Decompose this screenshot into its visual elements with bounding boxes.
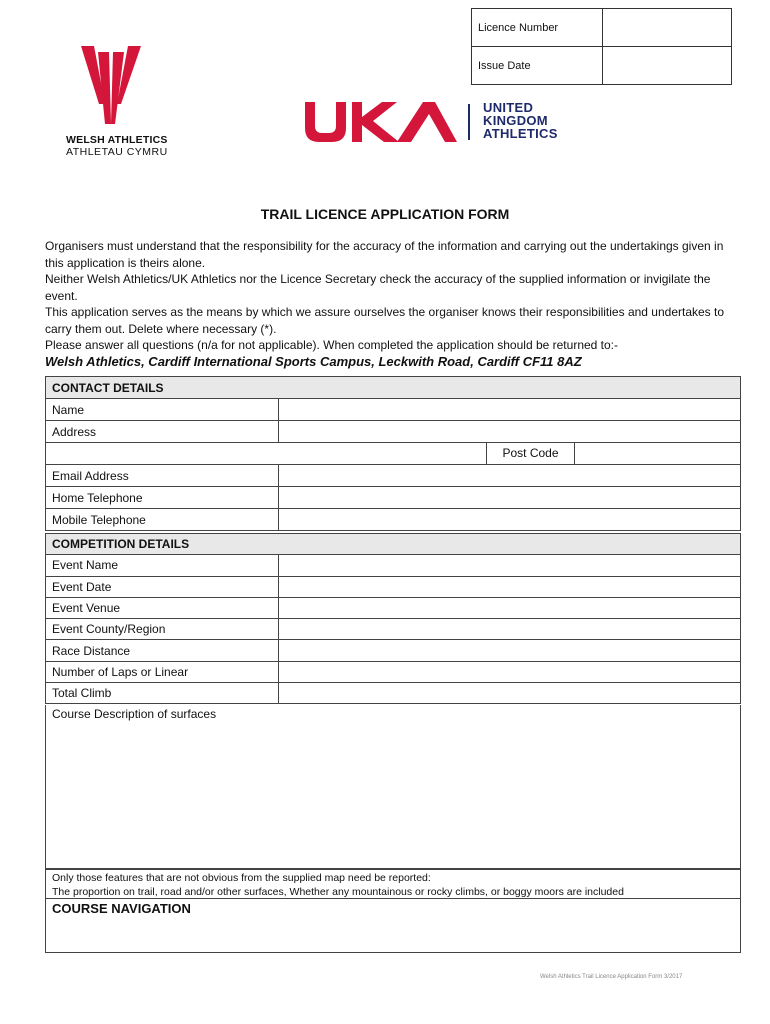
- course-navigation-header: COURSE NAVIGATION: [52, 901, 191, 916]
- contact-details-table: [45, 376, 741, 531]
- event-venue-field[interactable]: [279, 597, 741, 618]
- race-distance-label: Race Distance: [46, 640, 279, 661]
- welsh-athletics-logo: [66, 46, 176, 158]
- event-venue-label: Event Venue: [46, 597, 279, 618]
- event-county-field[interactable]: [279, 619, 741, 640]
- uka-divider: [468, 104, 470, 140]
- total-climb-label: Total Climb: [46, 683, 279, 704]
- course-note-line-2: The proportion on trail, road and/or other surfaces, Whether any mountainous or rocky climbs, or boggy moors are included: [52, 886, 624, 898]
- intro-paragraph-4: Please answer all questions (n/a for not applicable). When completed the application should be returned to:-: [45, 338, 619, 352]
- athletau-cymru-name: ATHLETAU CYMRU: [66, 146, 168, 158]
- mobile-phone-label: Mobile Telephone: [46, 509, 279, 531]
- post-code-label: Post Code: [486, 443, 574, 464]
- address-label: Address: [46, 421, 279, 443]
- address-field-line-2[interactable]: [46, 443, 575, 465]
- laps-label: Number of Laps or Linear: [46, 661, 279, 682]
- event-name-label: Event Name: [46, 555, 279, 576]
- course-navigation-field[interactable]: [45, 899, 741, 953]
- name-field[interactable]: [279, 399, 741, 421]
- course-note: [45, 869, 741, 899]
- issue-date-field[interactable]: [603, 47, 732, 85]
- welsh-athletics-mark-icon: [81, 46, 141, 132]
- post-code-field[interactable]: [575, 443, 741, 465]
- licence-number-label: Licence Number: [472, 9, 603, 47]
- intro-paragraph-2: Neither Welsh Athletics/UK Athletics nor the Licence Secretary check the accuracy of the supplied information or invigilate the event.: [45, 272, 711, 303]
- intro-paragraph-3: This application serves as the means by which we assure ourselves the organiser knows their responsibilities and undertakes to carry them out. Delete where necessary (*).: [45, 305, 725, 336]
- issue-date-label: Issue Date: [472, 47, 603, 85]
- event-name-field[interactable]: [279, 555, 741, 576]
- form-title: TRAIL LICENCE APPLICATION FORM: [260, 206, 510, 222]
- return-address: Welsh Athletics, Cardiff International Sports Campus, Leckwith Road, Cardiff CF11 8AZ: [45, 353, 582, 369]
- event-county-label: Event County/Region: [46, 619, 279, 640]
- intro-paragraph-1: Organisers must understand that the responsibility for the accuracy of the information and carrying out the undertakings given in this application is theirs alone.: [45, 239, 724, 270]
- uka-line-2: KINGDOM: [483, 113, 548, 128]
- email-label: Email Address: [46, 465, 279, 487]
- home-phone-field[interactable]: [279, 487, 741, 509]
- email-field[interactable]: [279, 465, 741, 487]
- intro-text: [45, 238, 725, 370]
- licence-number-field[interactable]: [603, 9, 732, 47]
- total-climb-field[interactable]: [279, 683, 741, 704]
- competition-details-table: [45, 533, 741, 704]
- course-description-field[interactable]: [45, 705, 741, 869]
- uka-line-1: UNITED: [483, 100, 534, 115]
- course-description-label: Course Description of surfaces: [52, 707, 217, 721]
- event-date-field[interactable]: [279, 576, 741, 597]
- uka-line-3: ATHLETICS: [483, 126, 558, 141]
- competition-details-header: COMPETITION DETAILS: [46, 534, 741, 555]
- uka-logo: [305, 100, 575, 146]
- event-date-label: Event Date: [46, 576, 279, 597]
- laps-field[interactable]: [279, 661, 741, 682]
- home-phone-label: Home Telephone: [46, 487, 279, 509]
- name-label: Name: [46, 399, 279, 421]
- address-field[interactable]: [279, 421, 741, 443]
- course-note-line-1: Only those features that are not obvious from the supplied map need be reported:: [52, 872, 431, 884]
- uka-name: [483, 101, 558, 140]
- race-distance-field[interactable]: [279, 640, 741, 661]
- uka-wordmark-icon: [305, 102, 457, 142]
- licence-box: [471, 8, 732, 85]
- welsh-athletics-name: WELSH ATHLETICS: [66, 134, 168, 146]
- mobile-phone-field[interactable]: [279, 509, 741, 531]
- page-footer: Welsh Athletics Trail Licence Application Form 3/2017: [540, 974, 683, 980]
- contact-details-header: CONTACT DETAILS: [46, 377, 741, 399]
